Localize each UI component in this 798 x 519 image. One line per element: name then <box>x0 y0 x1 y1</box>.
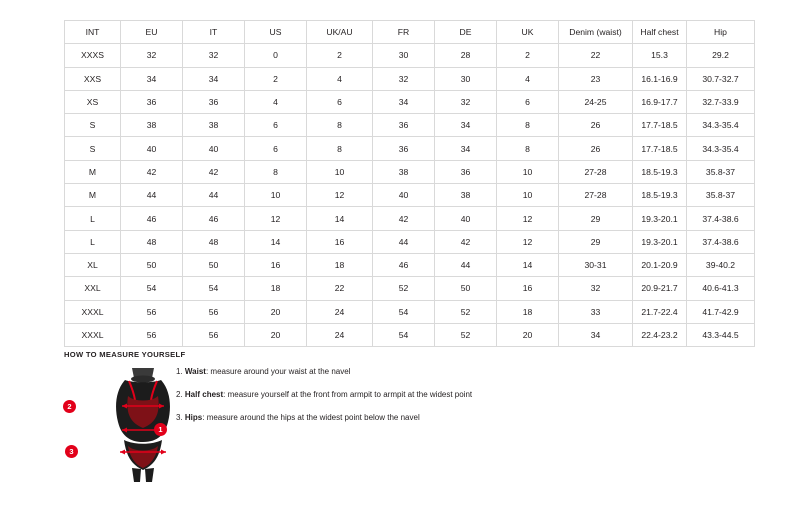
cell-uk: 10 <box>497 184 559 207</box>
step-text: : measure around your waist at the navel <box>205 367 351 376</box>
cell-fr: 34 <box>373 90 435 113</box>
column-header-fr: FR <box>373 21 435 44</box>
table-row <box>65 323 755 346</box>
cell-fr: 36 <box>373 114 435 137</box>
cell-fr: 44 <box>373 230 435 253</box>
cell-us: 2 <box>245 67 307 90</box>
cell-denim-waist: 33 <box>559 300 633 323</box>
cell-int: XL <box>65 253 121 276</box>
cell-fr: 54 <box>373 300 435 323</box>
cell-it: 56 <box>183 323 245 346</box>
cell-eu: 56 <box>121 323 183 346</box>
cell-fr: 52 <box>373 277 435 300</box>
cell-fr: 38 <box>373 160 435 183</box>
size-chart-table <box>64 20 755 347</box>
cell-uk: 16 <box>497 277 559 300</box>
marker-1: 1 <box>154 423 167 436</box>
cell-denim-waist: 22 <box>559 44 633 67</box>
step-term: Waist <box>184 367 206 376</box>
cell-uk-au: 8 <box>307 137 373 160</box>
cell-us: 14 <box>245 230 307 253</box>
cell-int: XXS <box>65 67 121 90</box>
cell-hip: 30.7-32.7 <box>687 67 755 90</box>
cell-eu: 32 <box>121 44 183 67</box>
cell-int: XS <box>65 90 121 113</box>
cell-uk-au: 16 <box>307 230 373 253</box>
cell-de: 50 <box>435 277 497 300</box>
cell-half-chest: 18.5-19.3 <box>633 184 687 207</box>
cell-uk: 14 <box>497 253 559 276</box>
cell-us: 20 <box>245 300 307 323</box>
cell-it: 50 <box>183 253 245 276</box>
cell-denim-waist: 29 <box>559 230 633 253</box>
cell-uk: 4 <box>497 67 559 90</box>
cell-eu: 46 <box>121 207 183 230</box>
cell-hip: 37.4-38.6 <box>687 230 755 253</box>
cell-uk-au: 24 <box>307 323 373 346</box>
cell-uk: 10 <box>497 160 559 183</box>
cell-denim-waist: 26 <box>559 114 633 137</box>
cell-uk-au: 10 <box>307 160 373 183</box>
cell-us: 20 <box>245 323 307 346</box>
cell-denim-waist: 26 <box>559 137 633 160</box>
cell-de: 30 <box>435 67 497 90</box>
cell-half-chest: 17.7-18.5 <box>633 114 687 137</box>
table-row <box>65 90 755 113</box>
cell-us: 4 <box>245 90 307 113</box>
cell-half-chest: 16.9-17.7 <box>633 90 687 113</box>
cell-uk-au: 8 <box>307 114 373 137</box>
cell-int: M <box>65 184 121 207</box>
cell-int: S <box>65 137 121 160</box>
step-number: 1. <box>176 367 183 376</box>
cell-denim-waist: 32 <box>559 277 633 300</box>
cell-uk-au: 22 <box>307 277 373 300</box>
cell-hip: 43.3-44.5 <box>687 323 755 346</box>
cell-denim-waist: 23 <box>559 67 633 90</box>
cell-us: 0 <box>245 44 307 67</box>
how-to-measure-title: HOW TO MEASURE YOURSELF <box>64 350 186 359</box>
cell-int: S <box>65 114 121 137</box>
cell-half-chest: 17.7-18.5 <box>633 137 687 160</box>
cell-int: L <box>65 207 121 230</box>
cell-uk: 8 <box>497 137 559 160</box>
cell-eu: 42 <box>121 160 183 183</box>
cell-it: 34 <box>183 67 245 90</box>
cell-it: 42 <box>183 160 245 183</box>
cell-de: 32 <box>435 90 497 113</box>
cell-hip: 35.8-37 <box>687 184 755 207</box>
cell-fr: 46 <box>373 253 435 276</box>
cell-int: XXXL <box>65 300 121 323</box>
cell-us: 16 <box>245 253 307 276</box>
cell-half-chest: 19.3-20.1 <box>633 230 687 253</box>
cell-eu: 38 <box>121 114 183 137</box>
cell-int: XXXS <box>65 44 121 67</box>
step-number: 2. <box>176 390 183 399</box>
column-header-uk: UK <box>497 21 559 44</box>
cell-fr: 32 <box>373 67 435 90</box>
cell-half-chest: 16.1-16.9 <box>633 67 687 90</box>
cell-it: 36 <box>183 90 245 113</box>
cell-us: 18 <box>245 277 307 300</box>
cell-hip: 34.3-35.4 <box>687 137 755 160</box>
column-header-hip: Hip <box>687 21 755 44</box>
column-header-de: DE <box>435 21 497 44</box>
cell-uk: 18 <box>497 300 559 323</box>
step-text: : measure around the hips at the widest point below the navel <box>202 413 420 422</box>
cell-uk: 12 <box>497 207 559 230</box>
cell-eu: 40 <box>121 137 183 160</box>
measure-steps-list <box>176 366 646 435</box>
cell-hip: 40.6-41.3 <box>687 277 755 300</box>
cell-us: 6 <box>245 137 307 160</box>
step-text: : measure yourself at the front from armpit to armpit at the widest point <box>223 390 473 399</box>
column-header-us: US <box>245 21 307 44</box>
cell-half-chest: 22.4-23.2 <box>633 323 687 346</box>
cell-fr: 54 <box>373 323 435 346</box>
cell-hip: 34.3-35.4 <box>687 114 755 137</box>
cell-hip: 29.2 <box>687 44 755 67</box>
cell-half-chest: 15.3 <box>633 44 687 67</box>
cell-half-chest: 20.9-21.7 <box>633 277 687 300</box>
table-row <box>65 137 755 160</box>
cell-it: 40 <box>183 137 245 160</box>
cell-fr: 36 <box>373 137 435 160</box>
table-header-row <box>65 21 755 44</box>
table-row <box>65 67 755 90</box>
cell-us: 12 <box>245 207 307 230</box>
table-body <box>65 44 755 347</box>
table-header <box>65 21 755 44</box>
table-row <box>65 44 755 67</box>
table-row <box>65 207 755 230</box>
marker-3: 3 <box>65 445 78 458</box>
cell-half-chest: 21.7-22.4 <box>633 300 687 323</box>
cell-de: 36 <box>435 160 497 183</box>
measure-step-hips <box>176 412 646 423</box>
cell-de: 34 <box>435 114 497 137</box>
cell-uk-au: 18 <box>307 253 373 276</box>
cell-us: 6 <box>245 114 307 137</box>
cell-eu: 54 <box>121 277 183 300</box>
cell-denim-waist: 29 <box>559 207 633 230</box>
measure-step-waist <box>176 366 646 377</box>
size-chart-table-wrapper <box>64 20 739 347</box>
column-header-uk-au: UK/AU <box>307 21 373 44</box>
table-row <box>65 114 755 137</box>
table-row <box>65 300 755 323</box>
cell-de: 52 <box>435 300 497 323</box>
step-term: Half chest <box>184 390 224 399</box>
table-row <box>65 230 755 253</box>
cell-uk-au: 2 <box>307 44 373 67</box>
cell-hip: 39-40.2 <box>687 253 755 276</box>
cell-fr: 30 <box>373 44 435 67</box>
table-row <box>65 277 755 300</box>
cell-uk-au: 6 <box>307 90 373 113</box>
cell-uk-au: 12 <box>307 184 373 207</box>
cell-uk: 20 <box>497 323 559 346</box>
cell-de: 44 <box>435 253 497 276</box>
cell-uk: 8 <box>497 114 559 137</box>
cell-de: 42 <box>435 230 497 253</box>
table-row <box>65 253 755 276</box>
cell-uk-au: 14 <box>307 207 373 230</box>
cell-it: 48 <box>183 230 245 253</box>
cell-de: 40 <box>435 207 497 230</box>
marker-2: 2 <box>63 400 76 413</box>
cell-eu: 44 <box>121 184 183 207</box>
cell-uk: 2 <box>497 44 559 67</box>
cell-int: M <box>65 160 121 183</box>
cell-eu: 36 <box>121 90 183 113</box>
cell-de: 28 <box>435 44 497 67</box>
column-header-int: INT <box>65 21 121 44</box>
column-header-denim-waist: Denim (waist) <box>559 21 633 44</box>
cell-eu: 50 <box>121 253 183 276</box>
cell-hip: 32.7-33.9 <box>687 90 755 113</box>
cell-int: XXL <box>65 277 121 300</box>
cell-uk: 6 <box>497 90 559 113</box>
table-row <box>65 184 755 207</box>
cell-hip: 41.7-42.9 <box>687 300 755 323</box>
cell-de: 38 <box>435 184 497 207</box>
cell-int: L <box>65 230 121 253</box>
cell-half-chest: 19.3-20.1 <box>633 207 687 230</box>
step-term: Hips <box>184 413 203 422</box>
cell-half-chest: 18.5-19.3 <box>633 160 687 183</box>
cell-denim-waist: 27-28 <box>559 160 633 183</box>
cell-int: XXXL <box>65 323 121 346</box>
cell-it: 38 <box>183 114 245 137</box>
table-row <box>65 160 755 183</box>
cell-it: 54 <box>183 277 245 300</box>
cell-uk-au: 24 <box>307 300 373 323</box>
measure-step-half-chest <box>176 389 646 400</box>
cell-de: 34 <box>435 137 497 160</box>
cell-eu: 34 <box>121 67 183 90</box>
cell-fr: 42 <box>373 207 435 230</box>
cell-half-chest: 20.1-20.9 <box>633 253 687 276</box>
column-header-eu: EU <box>121 21 183 44</box>
cell-it: 56 <box>183 300 245 323</box>
step-number: 3. <box>176 413 183 422</box>
cell-uk: 12 <box>497 230 559 253</box>
cell-fr: 40 <box>373 184 435 207</box>
cell-denim-waist: 24-25 <box>559 90 633 113</box>
cell-denim-waist: 30-31 <box>559 253 633 276</box>
cell-it: 46 <box>183 207 245 230</box>
cell-denim-waist: 27-28 <box>559 184 633 207</box>
column-header-it: IT <box>183 21 245 44</box>
cell-uk-au: 4 <box>307 67 373 90</box>
cell-hip: 37.4-38.6 <box>687 207 755 230</box>
column-header-half-chest: Half chest <box>633 21 687 44</box>
cell-eu: 48 <box>121 230 183 253</box>
cell-eu: 56 <box>121 300 183 323</box>
cell-us: 8 <box>245 160 307 183</box>
cell-hip: 35.8-37 <box>687 160 755 183</box>
cell-us: 10 <box>245 184 307 207</box>
cell-it: 32 <box>183 44 245 67</box>
cell-denim-waist: 34 <box>559 323 633 346</box>
cell-de: 52 <box>435 323 497 346</box>
cell-it: 44 <box>183 184 245 207</box>
